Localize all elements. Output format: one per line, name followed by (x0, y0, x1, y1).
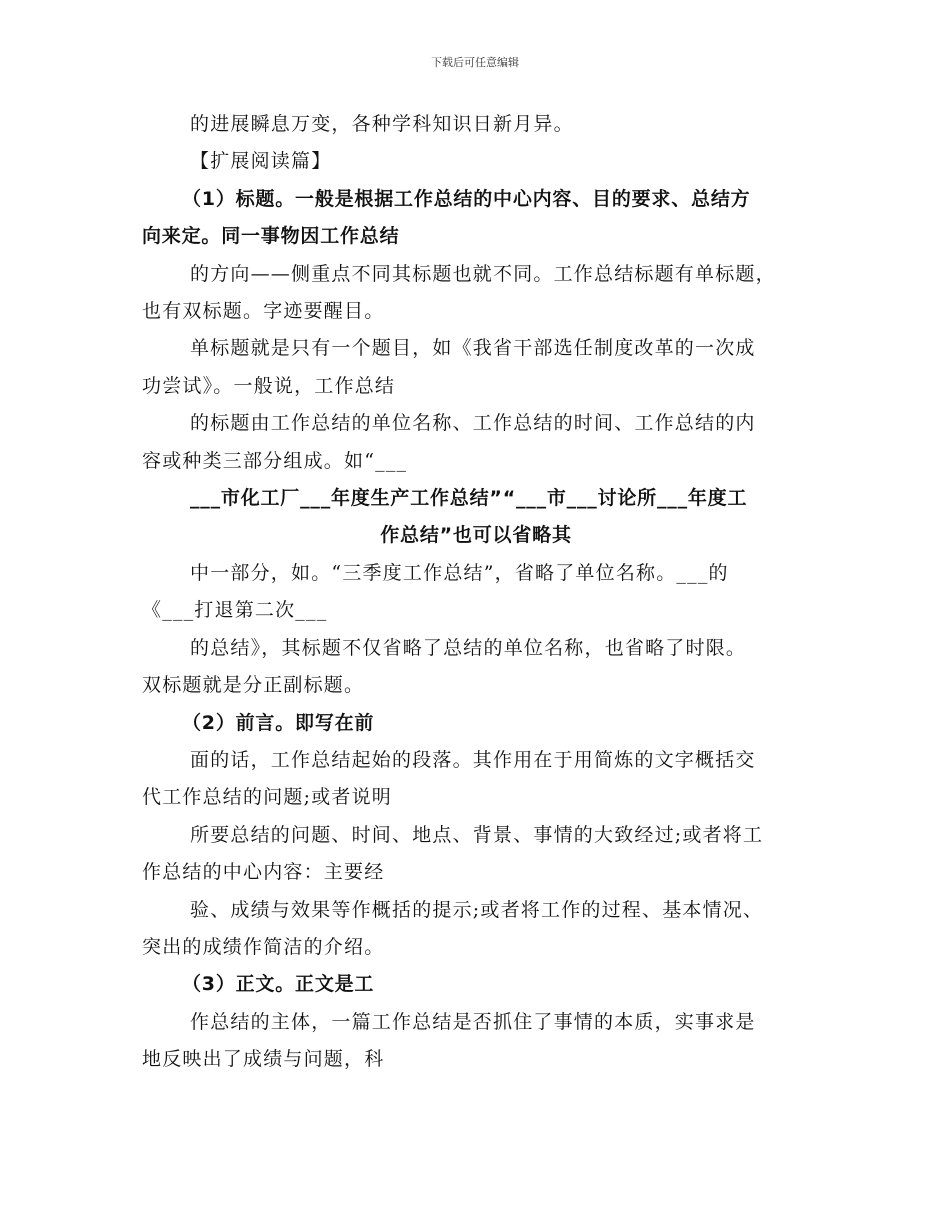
paragraph-line: 的总结》，其标题不仅省略了总结的单位名称，也省略了时限。 (190, 636, 747, 659)
heading-title-section-cont: 向来定。同一事物因工作总结 (142, 225, 400, 248)
section-heading-extended-reading: 【扩展阅读篇】 (190, 150, 332, 173)
paragraph-line: 的进展瞬息万变，各种学科知识日新月异。 (190, 113, 574, 135)
paragraph-line: 作总结的主体，一篇工作总结是否抓住了事情的本质，实事求是 (190, 1010, 756, 1033)
paragraph-line: 的方向——侧重点不同其标题也就不同。工作总结标题有单标题， (190, 262, 776, 285)
paragraph-line: 容或种类三部分组成。如“___ (142, 449, 408, 472)
heading-example-line: ___市化工厂___年度生产工作总结”“___市___讨论所___年度工 (190, 487, 748, 510)
paragraph-line: 作总结的中心内容：主要经 (142, 861, 385, 884)
page-header: 下载后可任意编辑 (431, 56, 519, 69)
paragraph-line: 地反映出了成绩与问题，科 (142, 1048, 385, 1071)
paragraph-line: 单标题就是只有一个题目，如《我省干部选任制度改革的一次成 (190, 337, 756, 360)
paragraph-line: 《___打退第二次___ (142, 599, 328, 622)
paragraph-line: 突出的成绩作简洁的介绍。 (142, 935, 385, 958)
heading-title-section: （1）标题。一般是根据工作总结的中心内容、目的要求、总结方 (182, 187, 751, 210)
paragraph-line: 功尝试》。一般说，工作总结 (142, 374, 396, 397)
heading-body-section: （3）正文。正文是工 (182, 973, 375, 996)
paragraph-line: 的标题由工作总结的单位名称、工作总结的时间、工作总结的内 (190, 412, 756, 435)
paragraph-line: 代工作总结的问题;或者说明 (142, 786, 393, 809)
paragraph-line: 双标题就是分正副标题。 (142, 674, 365, 697)
paragraph-line: 所要总结的问题、时间、地点、背景、事情的大致经过;或者将工 (190, 823, 764, 846)
heading-example-line-cont: 作总结”也可以省略其 (380, 524, 572, 547)
paragraph-line: 也有双标题。字迹要醒目。 (142, 300, 385, 323)
document-body (142, 106, 810, 1079)
paragraph-line: 面的话，工作总结起始的段落。其作用在于用简炼的文字概括交 (190, 748, 756, 771)
paragraph-line: 验、成绩与效果等作概括的提示;或者将工作的过程、基本情况、 (190, 898, 764, 921)
paragraph-line: 中一部分，如。“三季度工作总结”，省略了单位名称。___的 (190, 561, 729, 584)
heading-preface-section: （2）前言。即写在前 (182, 711, 375, 734)
